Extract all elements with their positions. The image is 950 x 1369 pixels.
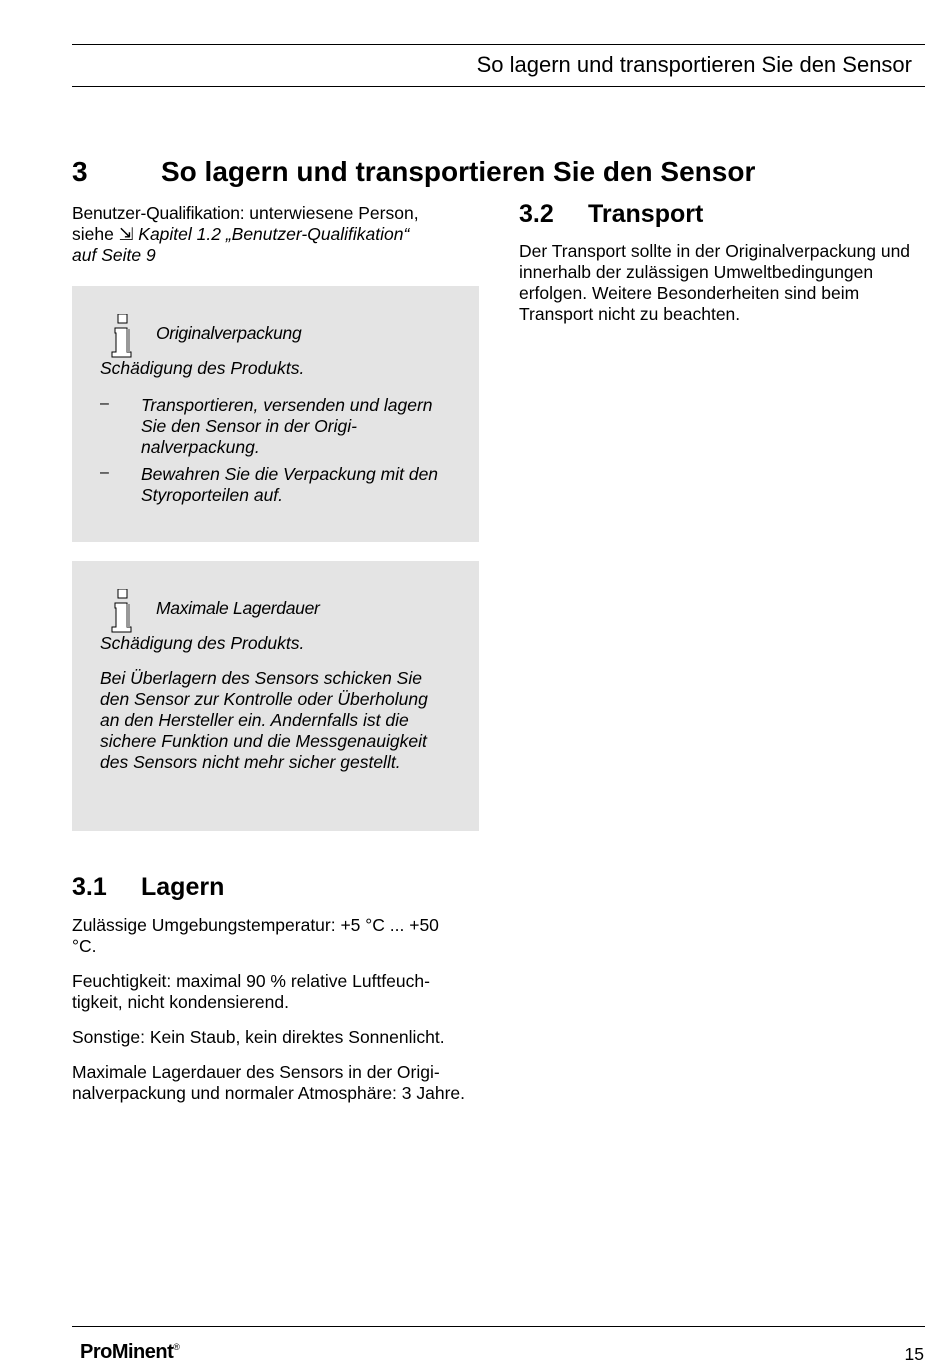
storage-paragraph: Maximale Lagerdauer des Sensors in der Originalverpackung und normaler Atmosphäre: 3 Jahre.: [72, 1062, 466, 1103]
storage-paragraph: Sonstige: Kein Staub, kein direktes Sonnenlicht.: [72, 1027, 445, 1047]
info-box-header: [100, 589, 451, 635]
qualification-value: unterwiesene Person,: [244, 203, 419, 223]
link-arrow-icon: ⇲: [118, 224, 134, 244]
chapter-title: So lagern und transportieren Sie den Sensor: [161, 156, 756, 187]
footer-rule: [72, 1326, 925, 1327]
info-box-text: Bei Überlagern des Sensors schicken Sie den Sensor zur Kontrolle oder Überholung an den Hersteller ein. Andernfalls ist die sichere Funktion und die Messgenauigkeit des Sensors nicht mehr sicher gestellt.: [100, 668, 428, 772]
info-icon: [106, 314, 142, 358]
section-title: Transport: [588, 200, 704, 228]
info-box-storage-duration: [72, 561, 479, 831]
logo-text: ProMinent: [80, 1341, 174, 1363]
storage-paragraph: Zulässige Umgebungstemperatur: +5 °C ... +50 °C.: [72, 915, 439, 956]
section-title: Lagern: [141, 873, 225, 901]
storage-paragraph: Feuchtigkeit: maximal 90 % relative Luftfeuchtigkeit, nicht kondensierend.: [72, 971, 430, 1012]
list-item: [100, 395, 451, 458]
section-heading-transport: [519, 200, 919, 229]
info-box-lead: Schädigung des Produkts.: [100, 358, 305, 378]
list-item-text: Bewahren Sie die Verpackung mit den Styroporteilen auf.: [141, 464, 439, 505]
info-box-packaging: [72, 286, 479, 542]
list-item-text: Transportieren, versenden und lagern Sie den Sensor in der Originalverpackung.: [141, 395, 433, 457]
dash-bullet: –: [100, 464, 109, 481]
section-heading-storage: [72, 873, 479, 902]
info-box-title: Maximale Lagerdauer: [156, 598, 320, 618]
header-rule-top: [72, 44, 925, 45]
prominent-logo: [80, 1341, 179, 1364]
dash-bullet: –: [100, 395, 109, 412]
transport-paragraph: Der Transport sollte in der Originalverpackung und innerhalb der zulässigen Umweltbedingungen erfolgen. Weitere Besonderheiten sind beim Transport nicht zu beachten.: [519, 241, 911, 324]
chapter-heading: [72, 156, 755, 188]
running-header-title: So lagern und transportieren Sie den Sensor: [476, 52, 912, 77]
list-item: [100, 464, 451, 506]
chapter-number: 3: [72, 156, 88, 187]
qualification-link[interactable]: Kapitel 1.2 „Benutzer-Qualifikation“: [138, 224, 410, 244]
see-text: siehe: [72, 224, 114, 244]
page-number: 15: [904, 1344, 924, 1364]
qualification-label: Benutzer-Qualifikation:: [72, 203, 245, 223]
info-icon: [106, 589, 142, 633]
info-box-lead: Schädigung des Produkts.: [100, 633, 305, 653]
qualification-note: [72, 203, 479, 266]
registered-mark: ®: [173, 1342, 180, 1352]
left-column: [72, 203, 479, 1104]
info-box-title: Originalverpackung: [156, 323, 302, 343]
section-number: 3.2: [519, 200, 554, 228]
section-number: 3.1: [72, 873, 107, 901]
header-rule-bottom: [72, 86, 925, 87]
qualification-link-page[interactable]: auf Seite 9: [72, 245, 156, 265]
right-column: [519, 200, 919, 325]
info-box-header: [100, 314, 451, 360]
